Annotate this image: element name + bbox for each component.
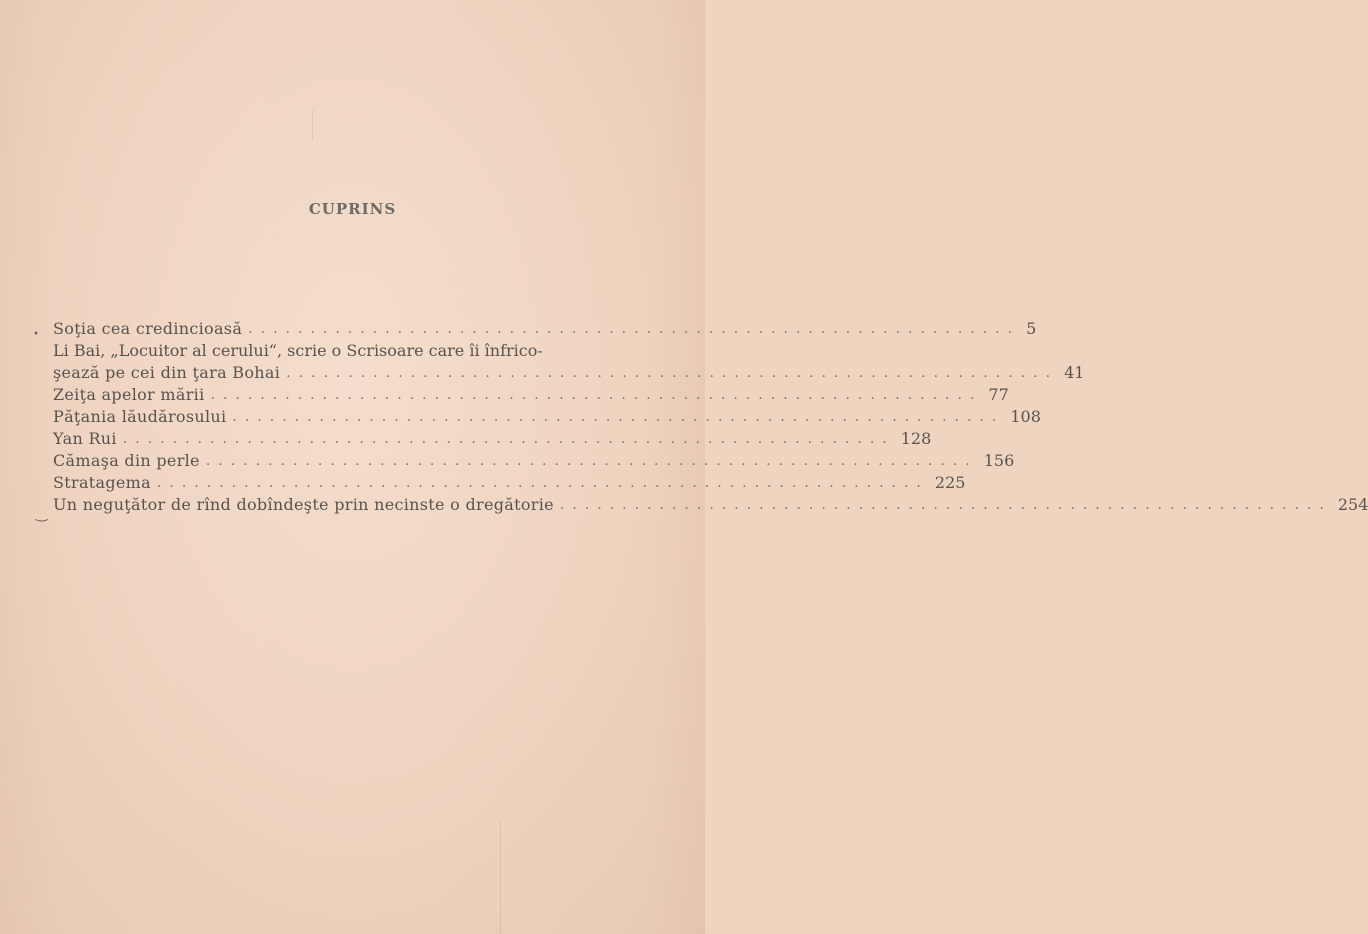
toc-page-number: 77 [988, 385, 1009, 404]
leader-dots: .............................................................. [156, 475, 929, 491]
margin-mark: ‿ [36, 506, 48, 522]
toc-entry[interactable] [53, 384, 1009, 406]
toc-entry[interactable] [53, 428, 932, 450]
paper-crease [500, 820, 501, 934]
toc-entry-title: şează pe cei din ţara Bohai [53, 363, 281, 382]
toc-entry-title: Cămaşa din perle [53, 451, 200, 470]
leader-dots: .............................................................. [205, 453, 978, 469]
toc-page-number: 5 [1026, 319, 1037, 338]
leader-dots: .............................................................. [559, 497, 1332, 513]
toc-entry[interactable] [53, 406, 1041, 428]
leader-dots: .............................................................. [122, 431, 895, 447]
toc-entry-title-line: Li Bai, „Locuitor al cerului“, scrie o Scrisoare care îi înfrico- [53, 341, 543, 360]
toc-entry-title: Un neguţător de rînd dobîndeşte prin necinste o dregătorie [53, 495, 554, 514]
contents-heading: CUPRINS [308, 200, 397, 218]
toc-page-number: 254 [1337, 495, 1368, 514]
leader-dots: .............................................................. [248, 321, 1021, 337]
toc-page-number: 41 [1064, 363, 1085, 382]
toc-entry-title: Zeiţa apelor mării [53, 385, 205, 404]
toc-entry[interactable] [53, 494, 1368, 516]
toc-entry-title: Soţia cea credincioasă [53, 319, 243, 338]
leader-dots: .............................................................. [286, 365, 1059, 381]
leader-dots: .............................................................. [210, 387, 983, 403]
toc-page-number: 225 [934, 473, 966, 492]
toc-entry[interactable] [53, 318, 1037, 340]
toc-entry[interactable] [53, 362, 1085, 384]
toc-page-number: 156 [983, 451, 1015, 470]
leader-dots: .............................................................. [232, 409, 1005, 425]
toc-entry-title: Stratagema [53, 473, 151, 492]
toc-entry-title: Păţania lăudărosului [53, 407, 227, 426]
toc-entry[interactable] [53, 472, 966, 494]
toc-page-number: 128 [900, 429, 932, 448]
toc-entry-title: Yan Rui [53, 429, 117, 448]
paper-crease [312, 110, 313, 140]
toc-entry[interactable] [53, 450, 1015, 472]
margin-bullet: • [33, 329, 39, 340]
toc-page-number: 108 [1010, 407, 1041, 426]
table-of-contents [53, 318, 1368, 516]
